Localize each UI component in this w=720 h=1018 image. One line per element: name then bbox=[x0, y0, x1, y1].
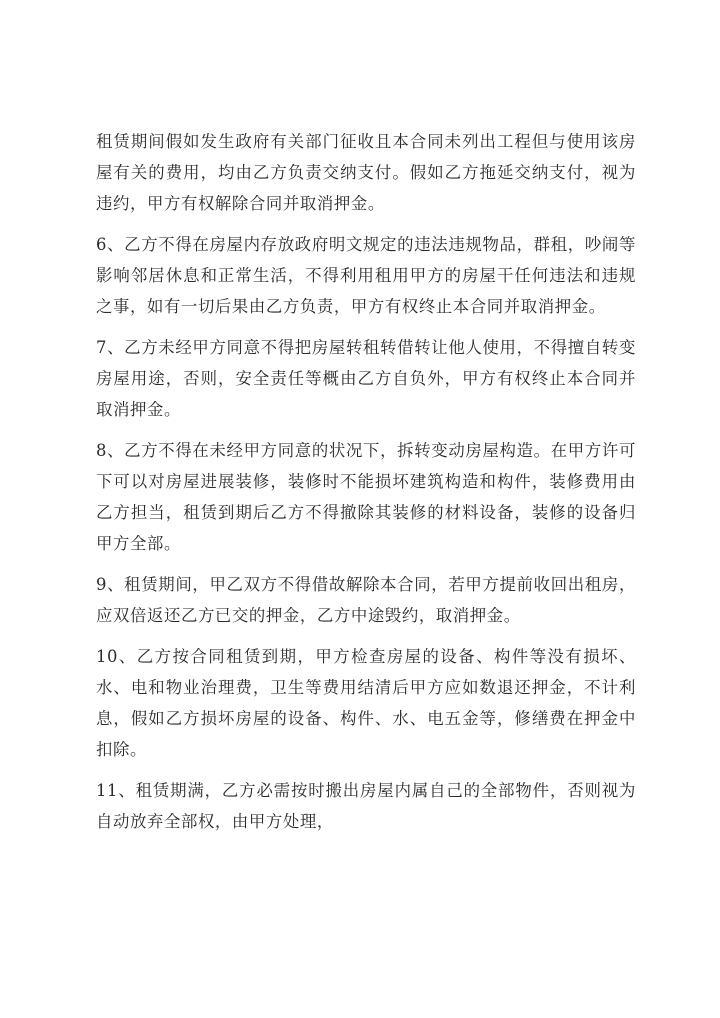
paragraph-clause-7: 7、乙方未经甲方同意不得把房屋转租转借转让他人使用，不得擅自转变房屋用途，否则，安全责任等概由乙方自负外，甲方有权终止本合同并取消押金。 bbox=[96, 338, 636, 419]
paragraph-clause-10: 10、乙方按合同租赁到期，甲方检查房屋的设备、构件等没有损坏、水、电和物业治理费，卫生等费用结清后甲方应如数退还押金，不计利息，假如乙方损坏房屋的设备、构件、水、电五金等，修缮费在押金中扣除。 bbox=[96, 647, 636, 759]
paragraph-tax-fees: 租赁期间假如发生政府有关部门征收且本合同未列出工程但与使用该房屋有关的费用，均由乙方负责交纳支付。假如乙方拖延交纳支付，视为违约，甲方有权解除合同并取消押金。 bbox=[96, 132, 636, 213]
paragraph-clause-11: 11、租赁期满，乙方必需按时搬出房屋内属自己的全部物件，否则视为自动放弃全部权，由甲方处理， bbox=[96, 781, 636, 831]
document-body bbox=[96, 126, 636, 847]
paragraph-clause-9: 9、租赁期间，甲乙双方不得借故解除本合同，若甲方提前收回出租房，应双倍返还乙方已交的押金，乙方中途毁约，取消押金。 bbox=[96, 575, 636, 625]
paragraph-clause-6: 6、乙方不得在房屋内存放政府明文规定的违法违规物品，群租，吵闹等影响邻居休息和正常生活，不得利用租用甲方的房屋干任何违法和违规之事，如有一切后果由乙方负责，甲方有权终止本合同并取消押金。 bbox=[96, 235, 636, 316]
paragraph-clause-8: 8、乙方不得在未经甲方同意的状况下，拆转变动房屋构造。在甲方许可下可以对房屋进展装修，装修时不能损坏建筑构造和构件，装修费用由乙方担当，租赁到期后乙方不得撤除其装修的材料设备，装修的设备归甲方全部。 bbox=[96, 441, 636, 553]
